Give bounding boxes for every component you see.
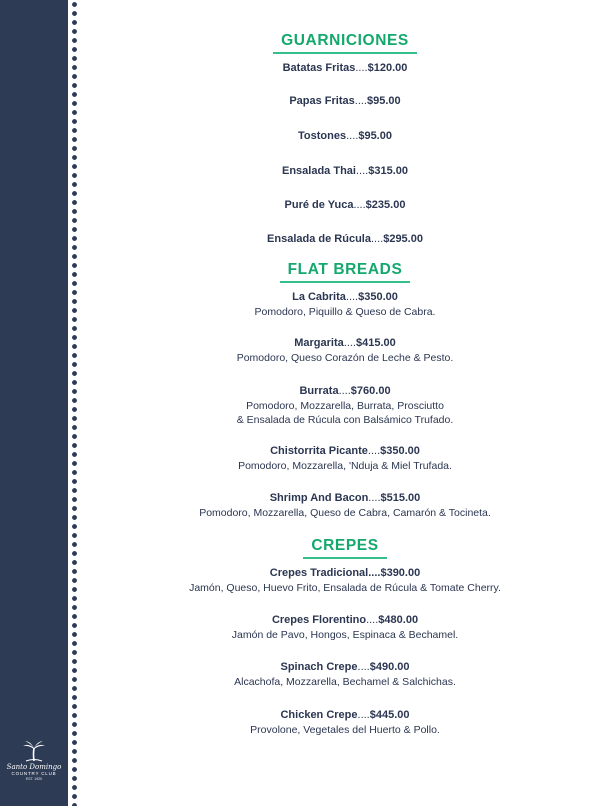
item-price: $120.00 [367, 62, 408, 74]
item-description: Pomodoro, Queso Corazón de Leche & Pesto. [236, 352, 454, 364]
menu-item [95, 94, 595, 109]
item-dots: .... [346, 130, 359, 142]
item-dots: .... [353, 199, 366, 211]
menu-item [95, 566, 595, 595]
menu-item [95, 290, 595, 319]
item-price: $480.00 [378, 614, 419, 626]
menu-item [95, 61, 595, 76]
section-guarniciones [95, 32, 595, 54]
menu-item [95, 384, 595, 427]
item-description: Jamón, Queso, Huevo Frito, Ensalada de Rúcula & Tomate Cherry. [189, 582, 501, 594]
menu-item [95, 198, 595, 213]
item-price: $95.00 [367, 95, 401, 107]
item-price: $295.00 [383, 233, 423, 245]
item-name: Papas Fritas [289, 95, 355, 107]
item-price: $445.00 [369, 709, 410, 721]
menu-item [95, 444, 595, 473]
item-dots: .... [338, 385, 351, 397]
item-dots: .... [345, 291, 359, 303]
item-price: $415.00 [356, 337, 396, 349]
item-price: $235.00 [365, 199, 406, 211]
item-price: $350.00 [358, 291, 398, 303]
item-name: Ensalada Thai [282, 165, 356, 177]
section-crepes [95, 537, 595, 559]
item-name: Shrimp And Bacon [269, 492, 369, 504]
item-name: Margarita [294, 337, 344, 349]
item-price: $515.00 [380, 492, 421, 504]
item-dots: .... [357, 709, 370, 721]
palm-tree-icon [21, 740, 47, 762]
country-club-logo [0, 740, 68, 806]
menu-item [95, 164, 595, 179]
menu-item [95, 232, 595, 247]
item-description: Pomodoro, Mozzarella, Burrata, Prosciutto [246, 400, 444, 412]
item-dots: .... [355, 165, 369, 177]
item-dots: .... [357, 661, 370, 673]
section-title: CREPES [303, 537, 386, 559]
menu-item [95, 708, 595, 737]
item-dots: .... [354, 95, 367, 107]
item-name: Crepes Tradicional [269, 567, 369, 579]
side-band [0, 0, 68, 806]
item-name: Batatas Fritas [282, 62, 356, 74]
item-price: $315.00 [368, 165, 408, 177]
item-name: Spinach Crepe [280, 661, 358, 673]
item-price: $760.00 [350, 385, 391, 397]
item-name: Ensalada de Rúcula [267, 233, 371, 245]
item-dots: .... [367, 445, 381, 457]
item-price: $95.00 [358, 130, 392, 142]
menu-item [95, 660, 595, 689]
stitched-border [68, 0, 81, 806]
logo-subtitle: COUNTRY CLUB [11, 771, 57, 776]
item-description: Provolone, Vegetales del Huerto & Pollo. [250, 724, 440, 736]
logo-est: EST. 1920 [25, 777, 43, 781]
menu-item [95, 491, 595, 520]
item-name: La Cabrita [292, 291, 346, 303]
item-name: Puré de Yuca [284, 199, 354, 211]
item-name: Burrata [299, 385, 339, 397]
item-price: $350.00 [380, 445, 420, 457]
item-description: Pomodoro, Mozzarella, 'Nduja & Miel Trufada. [238, 460, 452, 472]
menu-item [95, 613, 595, 642]
item-price: $490.00 [369, 661, 410, 673]
item-dots: .... [366, 614, 379, 626]
item-name: Chicken Crepe [280, 709, 358, 721]
menu-item [95, 336, 595, 365]
item-dots: .... [368, 492, 381, 504]
section-title: GUARNICIONES [273, 32, 417, 54]
section-title: FLAT BREADS [280, 261, 411, 283]
section-flat-breads [95, 261, 595, 283]
item-description: & Ensalada de Rúcula con Balsámico Trufado. [236, 414, 454, 426]
item-dots: .... [370, 233, 384, 245]
item-name: Tostones [298, 130, 347, 142]
item-dots: .... [355, 62, 368, 74]
item-description: Pomodoro, Mozzarella, Queso de Cabra, Camarón & Tocineta. [199, 507, 491, 519]
item-dots: .... [368, 567, 381, 579]
item-name: Crepes Florentino [271, 614, 367, 626]
item-description: Pomodoro, Piquillo & Queso de Cabra. [254, 306, 436, 318]
item-price: $390.00 [380, 567, 421, 579]
item-name: Chistorrita Picante [270, 445, 368, 457]
item-dots: .... [343, 337, 356, 349]
item-description: Jamón de Pavo, Hongos, Espinaca & Bechamel. [231, 629, 459, 641]
item-description: Alcachofa, Mozzarella, Bechamel & Salchichas. [234, 676, 456, 688]
logo-script: Santo Domingo [6, 763, 62, 771]
menu-item [95, 129, 595, 144]
